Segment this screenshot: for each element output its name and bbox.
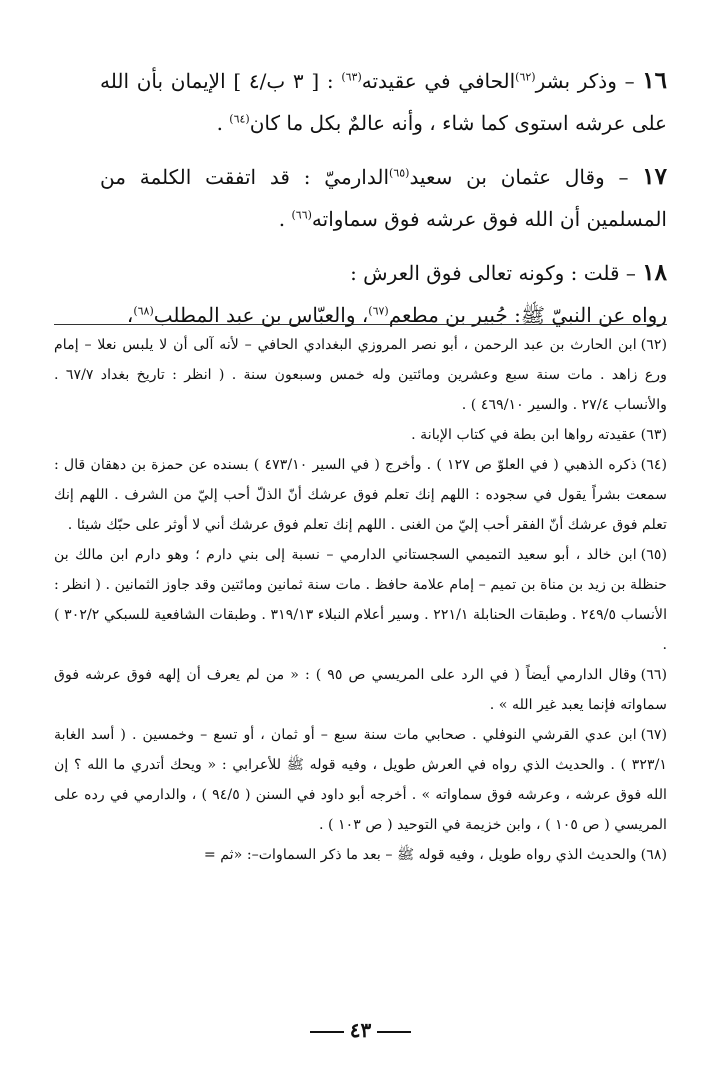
paragraph-text: الدارميّ : قد اتفقت الكلمة من المسلمين أن الله فوق عرشه فوق سماواته — [100, 165, 667, 231]
footnote-number: (٦٧) — [640, 727, 667, 743]
paragraph-number: ١٦ — [642, 67, 668, 94]
footnote-text: ابن خالد ، أبو سعيد التميمي السجستاني الدارمي – نسبة إلى بني دارم ؛ وهو دارم ابن مالك بن حنظلة بن زيد بن مناة بن تميم – إمام علامة حافظ . مات سنة ثمانين ومائتين وقد جاوز الثمانين . ( انظر : الأنساب ٢٤٩/٥ . وطبقات الحنابلة ٢٢١/١ . وسير أعلام النبلاء ٣١٩/١٣ . وطبقات الشافعية للسبكي ٣٠٢/٢ ) . — [54, 547, 668, 653]
footnote-62 — [54, 330, 667, 420]
paragraph-text: – قلت : وكونه تعالى فوق العرش : — [350, 261, 636, 285]
footnote-ref[interactable]: (٦٧) — [368, 304, 389, 318]
paragraph-text: ، — [126, 303, 134, 327]
footnote-text: والحديث الذي رواه طويل ، وفيه قوله ﷺ – بعد ما ذكر السماوات–: «ثم = — [203, 847, 637, 863]
footnote-64 — [54, 450, 667, 540]
footnote-ref[interactable]: (٦٦) — [291, 208, 312, 222]
footnote-text: ذكره الذهبي ( في العلوّ ص ١٢٧ ) . وأخرج ( في السير ٤٧٣/١٠ ) بسنده عن حمزة بن دهقان قال : سمعت بشراً يقول في سجوده : اللهم إنك تعلم فوق عرشك أنّ الذلّ أحب إليّ من الشرف . اللهم إنك تعلم فوق عرشك أنّ الفقر أحب إليّ من الغنى . اللهم إنك تعلم فوق عرشك أني لا أوثر على حبّك شيئا . — [54, 457, 667, 533]
paragraph-text: – وذكر بشر — [535, 69, 635, 93]
paragraph-text: ، والعبّاس بن عبد المطلب — [153, 303, 369, 327]
paragraph-text: رواه عن النبيّ ﷺ: جُبير بن مطعم — [388, 303, 667, 327]
footnote-text: عقيدته رواها ابن بطة في كتاب الإبانة . — [411, 427, 637, 443]
footnote-66 — [54, 660, 667, 720]
footnote-text: ابن الحارث بن عبد الرحمن ، أبو نصر المروزي البغدادي الحافي – لأنه آلى أن لا يلبس نعلا – إمام ورع زاهد . مات سنة سبع وعشرين ومائتين وله خمس وسبعون سنة . ( انظر : تاريخ بغداد ٦٧/٧ . والأنساب ٢٧/٤ . والسير ٤٦٩/١٠ ) . — [54, 337, 667, 413]
footnote-number: (٦٢) — [640, 337, 667, 353]
footnote-divider — [54, 324, 667, 325]
footnote-ref[interactable]: (٦٢) — [515, 70, 536, 84]
footer-dash — [377, 1031, 411, 1033]
paragraph-text: – وقال عثمان بن سعيد — [409, 165, 629, 189]
paragraph-16 — [100, 60, 667, 144]
page-footer — [0, 1018, 721, 1042]
footnote-number: (٦٣) — [640, 427, 667, 443]
paragraph-number: ١٨ — [642, 259, 667, 286]
paragraph-text: . — [216, 111, 223, 135]
paragraph-17 — [100, 156, 667, 240]
main-text — [100, 60, 667, 348]
footnotes — [54, 330, 667, 870]
footnote-ref[interactable]: (٦٤) — [229, 112, 250, 126]
page-number: ٤٣ — [349, 1018, 372, 1042]
footnote-text: وقال الدارمي أيضاً ( في الرد على المريسي ص ٩٥ ) : « من لم يعرف أن إلهه فوق عرشه فوق سماواته فإنما يعبد غير الله » . — [54, 667, 667, 713]
paragraph-number: ١٧ — [642, 163, 667, 190]
footer-dash — [310, 1031, 344, 1033]
footnote-ref[interactable]: (٦٨) — [133, 304, 154, 318]
footnote-68 — [54, 840, 667, 870]
footnote-number: (٦٤) — [640, 457, 668, 473]
footnote-ref[interactable]: (٦٣) — [341, 70, 362, 84]
footnote-number: (٦٦) — [640, 667, 667, 683]
paragraph-text: . — [278, 207, 286, 231]
footnote-63 — [54, 420, 667, 450]
paragraph-text: الحافي في عقيدته — [361, 69, 516, 93]
footnote-number: (٦٥) — [640, 547, 667, 563]
footnote-ref[interactable]: (٦٥) — [389, 166, 410, 180]
footnote-text: ابن عدي القرشي النوفلي . صحابي مات سنة سبع – أو ثمان ، أو تسع – وخمسين . ( أسد الغابة ٣٢٣/١ ) . والحديث الذي رواه في العرش طويل ، وفيه قوله ﷺ للأعرابي : « ويحك أتدري ما الله ؟ إن الله فوق عرشه ، وعرشه فوق سماواته » . أخرجه أبو داود في السنن ( ٩٤/٥ ) ، والدارمي في رده على المريسي ( ص ١٠٥ ) ، وابن خزيمة في التوحيد ( ص ١٠٣ ) . — [54, 727, 667, 833]
footnote-67 — [54, 720, 667, 840]
paragraph-text: : [ ٣ ب/٤ ] الإيمان بأن الله على عرشه استوى كما شاء ، وأنه عالمٌ بكل ما كان — [100, 69, 667, 135]
footnote-number: (٦٨) — [640, 847, 667, 863]
footnote-65 — [54, 540, 667, 660]
